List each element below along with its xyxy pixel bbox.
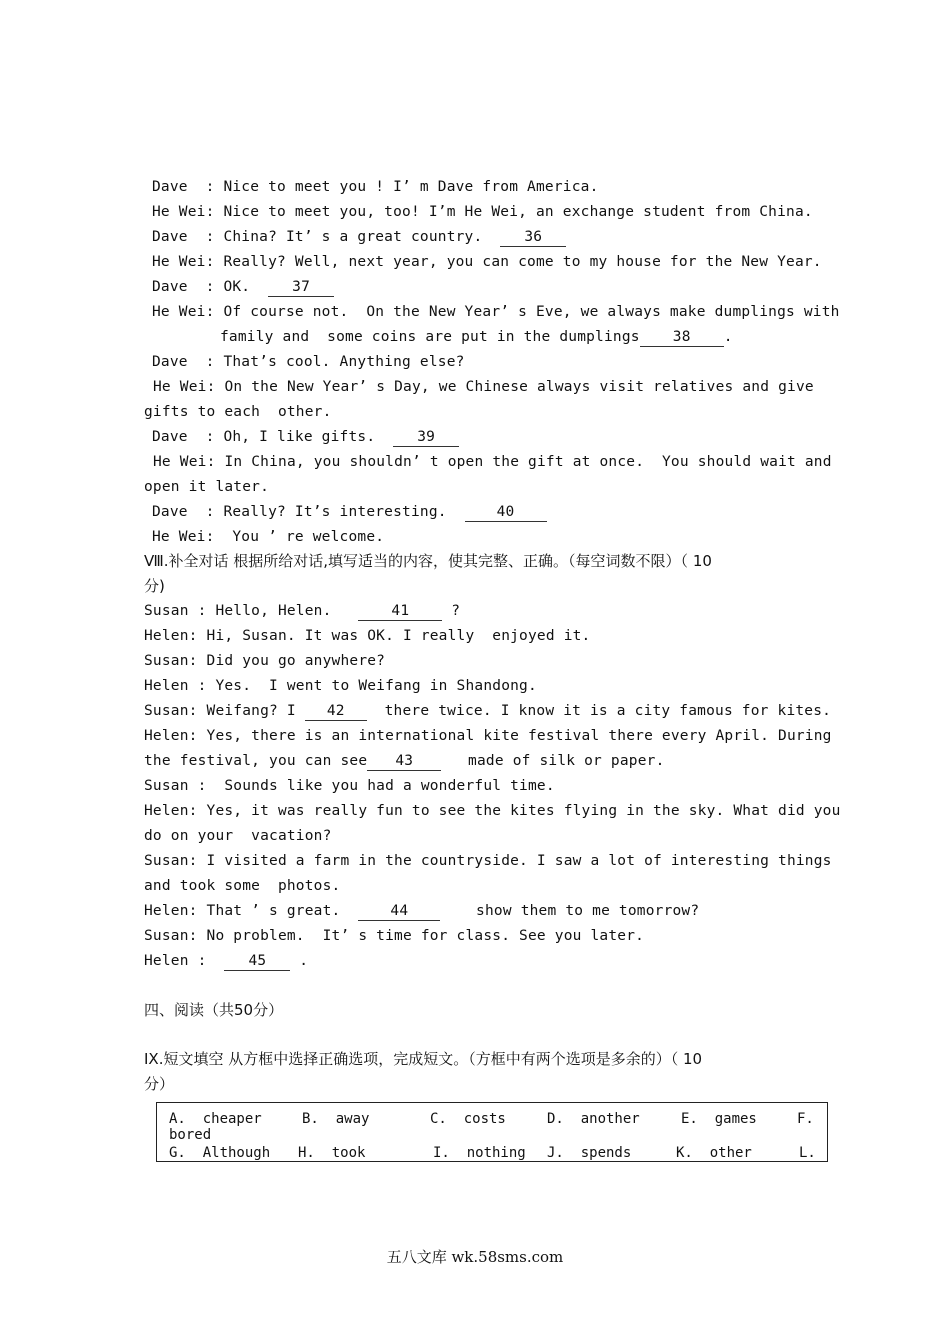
answer-blank-44[interactable]: 44 [358, 903, 440, 921]
answer-blank-45[interactable]: 45 [224, 953, 290, 971]
answer-blank-38[interactable]: 38 [640, 329, 724, 347]
dialogue-line: open it later. [144, 479, 270, 495]
option-g: G. Although [169, 1145, 271, 1161]
option-c: C. costs [430, 1111, 506, 1127]
option-f: F. [797, 1111, 814, 1127]
dialogue-line: Susan: I visited a farm in the countryside. I saw a lot of interesting things [144, 853, 832, 869]
dialogue-line: Helen: Yes, there is an international kite festival there every April. During [144, 728, 832, 744]
dialogue-line: and took some photos. [144, 878, 341, 894]
section-heading: IX.短文填空 从方框中选择正确选项，完成短文。（方框中有两个选项是多余的）（ 10 [144, 1050, 703, 1068]
dialogue-line: Dave : Really? It’s interesting. 40 [152, 502, 547, 522]
dialogue-line: gifts to each other. [144, 404, 332, 420]
dialogue-line: He Wei: On the New Year’ s Day, we Chinese always visit relatives and give [153, 379, 814, 395]
answer-blank-40[interactable]: 40 [465, 504, 547, 522]
dialogue-line: Susan: No problem. It’ s time for class. See you later. [144, 928, 645, 944]
dialogue-line: Helen: That ’ s great. 44 show them to me tomorrow? [144, 903, 700, 919]
option-i: I. nothing [433, 1145, 526, 1161]
section-heading-cont: 分) [144, 577, 165, 595]
section-heading: Ⅷ.补全对话 根据所给对话,填写适当的内容，使其完整、正确。（每空词数不限）（ 10 [144, 552, 712, 570]
dialogue-line: Dave : That’s cool. Anything else? [152, 354, 465, 370]
dialogue-line: He Wei: You ’ re welcome. [152, 529, 385, 545]
dialogue-line: Helen: Hi, Susan. It was OK. I really enjoyed it. [144, 628, 591, 644]
dialogue-line: Dave : OK. 37 [152, 277, 334, 297]
dialogue-line: He Wei: Nice to meet you, too! I’m He Wei, an exchange student from China. [152, 204, 813, 220]
section-heading-cont: 分） [144, 1075, 175, 1093]
option-k: K. other [676, 1145, 752, 1161]
answer-blank-42[interactable]: 42 [305, 703, 367, 721]
dialogue-line: Helen: Yes, it was really fun to see the kites flying in the sky. What did you [144, 803, 841, 819]
dialogue-line: Dave : China? It’ s a great country. 36 [152, 227, 566, 247]
word-options-box [156, 1102, 828, 1162]
dialogue-line: the festival, you can see 43 made of silk or paper. [144, 753, 665, 769]
dialogue-line: do on your vacation? [144, 828, 332, 844]
answer-blank-41[interactable]: 41 [358, 603, 442, 621]
dialogue-line: Dave : Nice to meet you ! I’ m Dave from America. [152, 179, 599, 195]
dialogue-line: Susan: Weifang? I 42 there twice. I know it is a city famous for kites. [144, 703, 832, 719]
dialogue-line: Susan : Hello, Helen. 41 ? [144, 603, 461, 619]
option-j: J. spends [547, 1145, 632, 1161]
answer-blank-36[interactable]: 36 [500, 229, 566, 247]
dialogue-line: He Wei: Of course not. On the New Year’ s Eve, we always make dumplings with [152, 304, 840, 320]
option-b: B. away [302, 1111, 370, 1127]
dialogue-line: He Wei: In China, you shouldn’ t open the gift at once. You should wait and [153, 454, 832, 470]
option-e: E. games [681, 1111, 757, 1127]
option-a: A. cheaper [169, 1111, 262, 1127]
dialogue-line: family and some coins are put in the dumplings 38 . [220, 329, 733, 345]
option-h: H. took [298, 1145, 366, 1161]
option-d: D. another [547, 1111, 640, 1127]
dialogue-line: Susan : Sounds like you had a wonderful time. [144, 778, 555, 794]
answer-blank-37[interactable]: 37 [268, 279, 334, 297]
dialogue-line: He Wei: Really? Well, next year, you can come to my house for the New Year. [152, 254, 822, 270]
dialogue-line: Dave : Oh, I like gifts. 39 [152, 427, 459, 447]
option-l: L. [799, 1145, 816, 1161]
dialogue-line: Helen : 45 . [144, 953, 309, 969]
dialogue-line: Susan: Did you go anywhere? [144, 653, 386, 669]
option-f-text: bored [169, 1127, 212, 1143]
section-heading: 四、阅读（共50分） [144, 1001, 284, 1019]
dialogue-line: Helen : Yes. I went to Weifang in Shandong. [144, 678, 537, 694]
answer-blank-39[interactable]: 39 [393, 429, 459, 447]
answer-blank-43[interactable]: 43 [367, 753, 441, 771]
footer-watermark: 五八文库 wk.58sms.com [386, 1248, 564, 1266]
